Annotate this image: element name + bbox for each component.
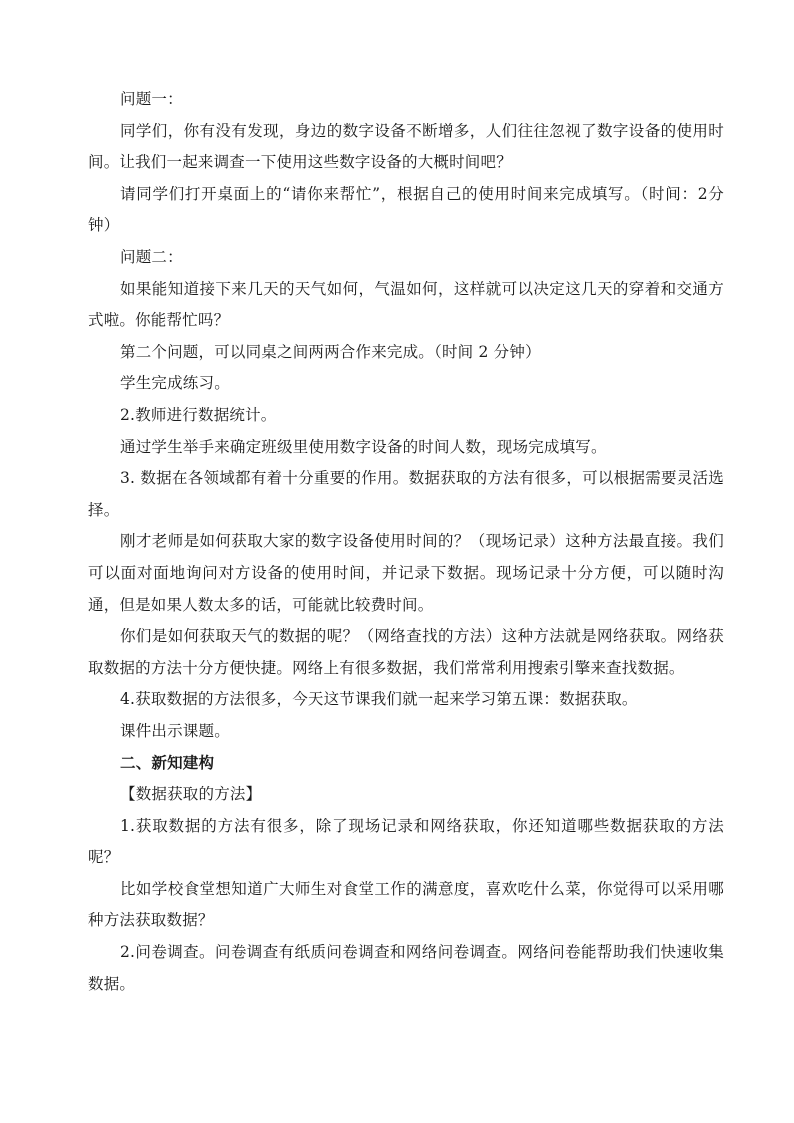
paragraph: 同学们，你有没有发现，身边的数字设备不断增多，人们往往忽视了数字设备的使用时间。让我们一起来调查一下使用这些数字设备的大概时间吧？: [88, 121, 724, 172]
paragraph: 比如学校食堂想知道广大师生对食堂工作的满意度，喜欢吃什么菜，你觉得可以采用哪种方法获取数据？: [88, 879, 724, 930]
paragraph: 你们是如何获取天气的数据的呢？（网络查找的方法）这种方法就是网络获取。网络获取数据的方法十分方便快捷。网络上有很多数据，我们常常利用搜索引擎来查找数据。: [88, 627, 724, 677]
paragraph: 2.教师进行数据统计。: [120, 405, 277, 424]
paragraph: 3. 数据在各领域都有着十分重要的作用。数据获取的方法有很多，可以根据需要灵活选择。: [88, 469, 724, 519]
paragraph: 第二个问题，可以同桌之间两两合作来完成。（时间 2 分钟）: [120, 342, 541, 361]
paragraph: 刚才老师是如何获取大家的数字设备使用时间的？（现场记录）这种方法最直接。我们可以面对面地询问对方设备的使用时间，并记录下数据。现场记录十分方便，可以随时沟通，但是如果人数太多的话，可能就比较费时间。: [88, 532, 724, 614]
paragraph: 课件出示课题。: [120, 721, 230, 740]
paragraph: 4.获取数据的方法很多，今天这节课我们就一起来学习第五课：数据获取。: [120, 690, 638, 709]
paragraph-question-one-label: 问题一：: [120, 90, 183, 108]
paragraph: 通过学生举手来确定班级里使用数字设备的时间人数，现场完成填写。: [120, 437, 607, 456]
subsection-label: 【数据获取的方法】: [120, 785, 262, 804]
paragraph: 如果能知道接下来几天的天气如何，气温如何，这样就可以决定这几天的穿着和交通方式啦。你能帮忙吗？: [88, 279, 724, 330]
section-heading: 二、新知建构: [120, 753, 215, 773]
document-body: [88, 84, 724, 1000]
paragraph-question-two-label: 问题二：: [120, 247, 183, 266]
paragraph: 学生完成练习。: [120, 374, 230, 393]
paragraph: 请同学们打开桌面上的“请你来帮忙”，根据自己的使用时间来完成填写。（时间：2分钟）: [88, 184, 724, 235]
paragraph: 1.获取数据的方法有很多，除了现场记录和网络获取，你还知道哪些数据获取的方法呢？: [88, 816, 724, 867]
paragraph: 2.问卷调查。问卷调查有纸质问卷调查和网络问卷调查。网络问卷能帮助我们快速收集数据。: [88, 943, 724, 993]
